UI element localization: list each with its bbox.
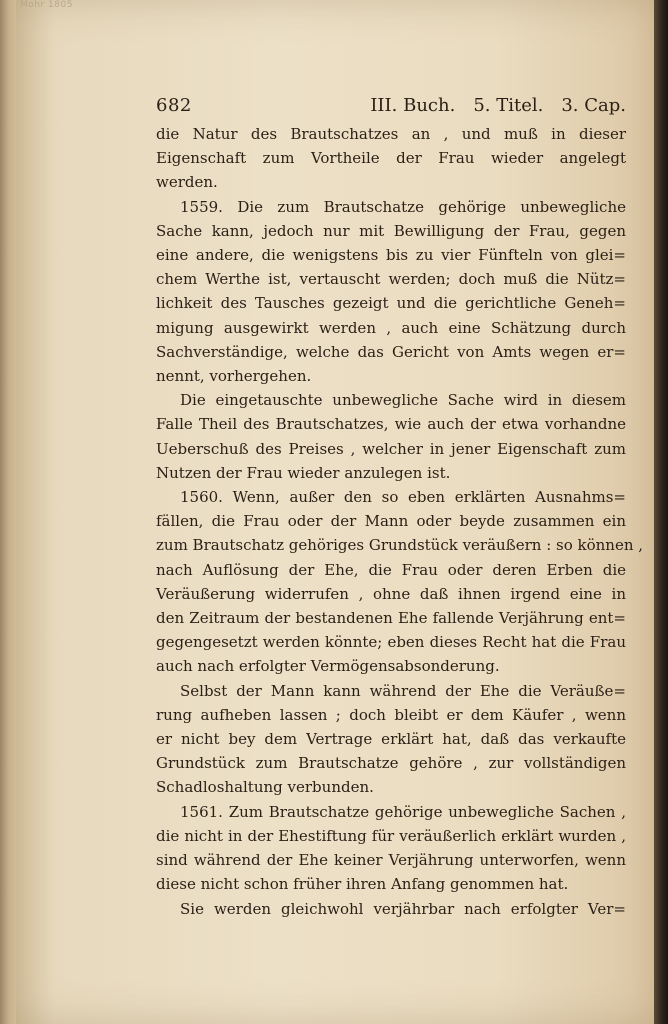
text-line: Sachverständige, welche das Gericht von Amts wegen er= (156, 342, 626, 361)
text-line: Falle Theil des Brautschatzes, wie auch der etwa vorhandne (156, 415, 626, 434)
text-line: sind während der Ehe keiner Verjährung unterworfen, wenn (156, 851, 626, 870)
text-line: zum Brautschatz gehöriges Grundstück veräußern : so können , (156, 536, 644, 555)
text-line: die nicht in der Ehestiftung für veräußerlich erklärt wurden , (156, 826, 626, 845)
text-line: fällen, die Frau oder der Mann oder beyde zusammen ein (156, 512, 626, 531)
text-line: nach Auflösung der Ehe, die Frau oder deren Erben die (156, 560, 626, 579)
text-line: er nicht bey dem Vertrage erklärt hat, daß das verkaufte (156, 730, 626, 749)
header-titles (370, 92, 626, 120)
text-line: lichkeit des Tausches gezeigt und die gerichtliche Geneh= (156, 294, 626, 313)
running-header (156, 92, 626, 120)
text-line: auch nach erfolgter Vermögensabsonderung. (156, 657, 500, 676)
text-line: gegengesetzt werden könnte; eben dieses Recht hat die Frau (156, 633, 626, 652)
header-title: 5. Titel. (473, 95, 544, 116)
text-line: diese nicht schon früher ihren Anfang genommen hat. (156, 875, 569, 894)
text-line: nennt, vorhergehen. (156, 367, 312, 386)
text-line: Sie werden gleichwohl verjährbar nach erfolgter Ver= (180, 899, 626, 918)
text-line: Sache kann, jedoch nur mit Bewilligung der Frau, gegen (156, 221, 626, 240)
body-text (156, 122, 644, 921)
text-line: Nutzen der Frau wieder anzulegen ist. (156, 463, 451, 482)
page-number: 682 (156, 95, 192, 116)
text-line: Schadloshaltung verbunden. (156, 778, 374, 797)
text-line: migung ausgewirkt werden , auch eine Schätzung durch (156, 318, 626, 337)
text-line: chem Werthe ist, vertauscht werden; doch muß die Nütz= (156, 270, 626, 289)
text-line: werden. (156, 173, 218, 192)
text-line: Ueberschuß des Preises , welcher in jener Eigenschaft zum (156, 439, 626, 458)
text-line: Die eingetauschte unbewegliche Sache wird in diesem (180, 391, 626, 410)
header-book: III. Buch. (370, 95, 456, 116)
text-line: eine andere, die wenigstens bis zu vier Fünfteln von glei= (156, 246, 626, 265)
text-line: Selbst der Mann kann während der Ehe die Veräuße= (180, 681, 626, 700)
text-line: Veräußerung widerrufen , ohne daß ihnen irgend eine in (156, 584, 626, 603)
header-chapter: 3. Cap. (561, 95, 626, 116)
text-line: Eigenschaft zum Vortheile der Frau wieder angelegt (156, 149, 626, 168)
text-line: 1559. Die zum Brautschatze gehörige unbewegliche (180, 197, 626, 216)
watermark-label: Mohr 1805 (20, 0, 73, 10)
text-line: den Zeitraum der bestandenen Ehe fallende Verjährung ent= (156, 609, 626, 628)
text-line: Grundstück zum Brautschatze gehöre , zur vollständigen (156, 754, 626, 773)
book-page (16, 0, 656, 1024)
text-line: die Natur des Brautschatzes an , und muß in dieser (156, 125, 626, 143)
page-text (156, 92, 644, 921)
text-line: 1560. Wenn, außer den so eben erklärten Ausnahms= (180, 488, 626, 507)
text-line: rung aufheben lassen ; doch bleibt er dem Käufer , wenn (156, 705, 626, 724)
book-binding-edge (654, 0, 668, 1024)
text-line: 1561. Zum Brautschatze gehörige unbewegliche Sachen , (180, 802, 626, 821)
